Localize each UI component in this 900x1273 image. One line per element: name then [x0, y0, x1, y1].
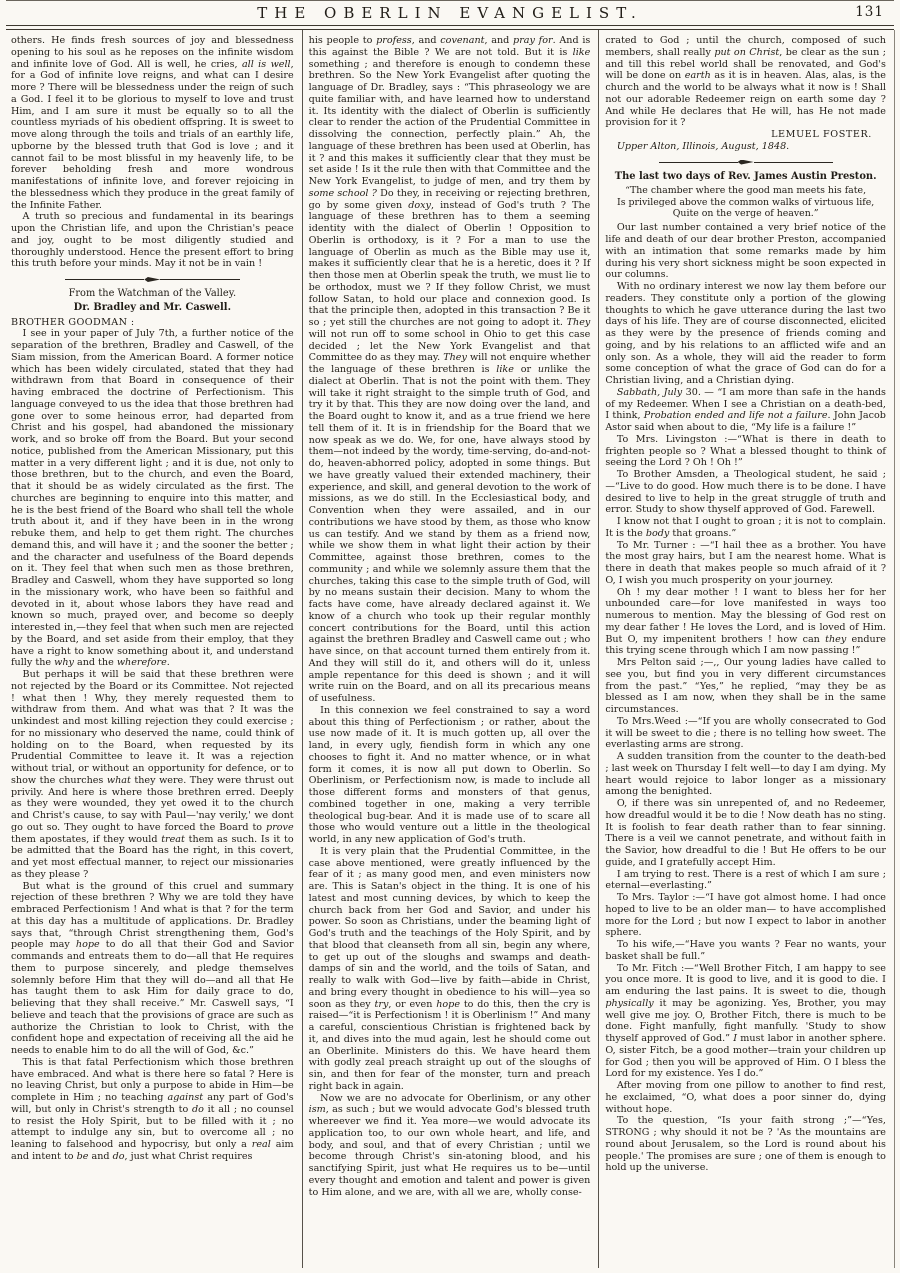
verse-line: Quite on the verge of heaven.”	[672, 208, 819, 220]
paragraph: After moving from one pillow to another to find rest, he exclaimed, “O, what does a poor sinner do, dying without hope.	[605, 1080, 886, 1115]
paragraph: I know not that I ought to groan ; it is not to complain. It is the body that groans.”	[605, 516, 886, 539]
page-number: 131	[855, 4, 884, 20]
column-left	[5, 30, 302, 1268]
paragraph: Now we are no advocate for Oberlinism, or any other ism, as such ; but we would advocate God's blessed truth whereever we find it. Yea more—we would advocate its application too, to our own whole heart, and life, and body, and soul, and that of every Christian ; until we become through Christ's sin-atoning blood, and his sanctifying Spirit, just what He requires us to be—until every thought and emotion and talent and power is given to Him alone, and we are, with all we are, wholly conse-	[308, 1092, 591, 1198]
source-attribution: From the Watchman of the Valley.	[68, 288, 237, 299]
paragraph: To Mrs.Weed :—“If you are wholly consecrated to God it will be sweet to die ; there is no telling how sweet. The everlasting arms are strong.	[605, 715, 886, 751]
salutation: BROTHER GOODMAN :	[11, 316, 135, 328]
paragraph: To Mrs. Livingston :—“What is there in death to frighten people so ? What a blessed thought to think of seeing the Lord ? Oh ! Oh !”	[605, 433, 886, 469]
paragraph: Our last number contained a very brief notice of the life and death of our dear brother Preston, accompanied with an intimation that some remarks made by him during his very short sickness might be soon expected in our columns.	[605, 222, 886, 281]
paragraph: To the question, “Is your faith strong ;”—“Yes, STRONG ; why should it not be ? 'As the mountains are round about Jerusalem, so the Lord is round about his people.' The promises are sure ; one of them is enough to hold up the universe.	[605, 1115, 886, 1174]
paragraph: O, if there was sin unrepented of, and no Redeemer, how dreadful would it be to die ! Now death has no sting. It is foolish to fear death rather than to fear sinning. There is a veil we cannot penetrate, and without faith in the Savior, how dreadful to die ! But He offers to be our guide, and I gratefully accept Him.	[605, 798, 886, 868]
paragraph: Mrs Pelton said ;—,, Our young ladies have called to see you, but find you in very different circumstances from the past.” “Yes,” he replied, “may they be as blessed as I am now, when they shall be in the same circumstances.	[605, 657, 886, 716]
ornament-icon	[144, 277, 160, 282]
paragraph: A sudden transition from the counter to the death-bed ; last week on Thursday I felt well—to day I am dying. My heart would rejoice to labor longer as a missionary among the benighted.	[605, 751, 886, 798]
paragraph: In this connexion we feel constrained to say a word about this thing of Perfectionism ; or rather, about the use now made of it. It is much gotten up, all over the land, in every ugly, fiendish form in which any one chooses to fight it. And no matter whence, or in what form it comes, it is now all put down to Oberlin. So Oberlinism, or Perfectionism now, is made to include all those different forms and monsters of that genus, combined together in one, making a very terrible theological bug-bear. And it is made use of to scare all those who would venture out a little in the theological world, in any new application of God's truth.	[308, 704, 591, 845]
paragraph: But perhaps it will be said that these brethren were not rejected by the Board or its Committee. Not rejected ! what then ! Why, they merely requested them to withdraw from them. And what was that ? It was the unkindest and most killing rejection they could exercise ; for no missionary who deserved the name, could think of holding on to the Board, when requested by its Prudential Committee to leave it. It was a rejection without trial, or without an opportunity for defence, or to show the churches what they were. They were thrust out privily. And here is where those brethren erred. Deeply as they were wounded, they yet owed it to the church and Christ's cause, to say with Paul—'nay verily,' we dont go out so. They ought to have forced the Board to prove them apostates, if they would treat them as such. Is it to be admitted that the Board has the right, in this covert, and yet most effectual manner, to reject our missionaries as they please ?	[11, 669, 294, 880]
epigraph-verse	[605, 185, 886, 219]
divider-rule	[659, 162, 738, 163]
paragraph: To Mr. Turner : —“I hail thee as a brother. You have the most gray hairs, but I am the nearest home. What is there in death that makes people so much afraid of it ? O, I wish you much prosperity on your journey.	[605, 539, 886, 586]
column-center	[302, 30, 599, 1268]
masthead-title: THE OBERLIN EVANGELIST.	[257, 4, 643, 22]
paragraph: I am trying to rest. There is a rest of which I am sure ; eternal—everlasting.”	[605, 868, 886, 892]
masthead	[6, 0, 894, 25]
divider-rule	[160, 279, 240, 280]
article-title: The last two days of Rev. James Austin Preston.	[614, 170, 877, 182]
paragraph: his people to profess, and covenant, and pray for. And is this against the Bible ? We are not told. But it is like something ; and therefore is enough to condemn these brethren. So the New York Evangelist after quoting the language of Dr. Bradley, says : “This phraseology we are quite familiar with, and have learned how to understand it. Its identity with the dialect of Oberlin is sufficiently clear to render the action of the Prudential Committee in dissolving the connection, perfectly plain.” Ah, the language of these brethren has been used at Oberlin, has it ? and this makes it sufficiently clear that they must be set aside ! Is it the rule then with that Committee and the New York Evangelist, to judge of men, and try them by some school ? Do they, in receiving or rejecting brethren, go by some given doxy, instead of God's truth ? The language of these brethren has to them a seeming identity with the dialect of Oberlin ! Opposition to Oberlin is orthodoxy, is it ? For a man to use the language of Oberlin as much as the Bible may use it, makes it sufficiently clear that he is a heretic, does it ? If then those men at Oberlin speak the truth, we must lie to be orthodox, must we ? If they follow Christ, we must follow Satan, to hold our place and connexion good. Is that the principle then, adopted in this transaction ? Be it so ; yet still the churches are not going to adopt it. They will not run off to some school in Ohio to get this case decided ; let the New York Evangelist and that Committee do as they may. They will not enquire whether the language of these brethren is like or unlike the dialect at Oberlin. That is not the point with them. They will take it right straight to the simple truth of God, and try it by that. This they are now doing over the land, and the Board ought to know it, and as a true friend we here tell them of it. It is in friendship for the Board that we now speak as we do. We, for one, have always stood by them—not indeed by the wordy, time-serving, do-and-not-do, heaven-abhorred policy, adopted in some things. But we have greatly valued their extended machinery, their experience, and skill, and general devotion to the work of missions, as we do still. In the Ecclesiastical body, and Convention when they were assailed, and in our contributions we have stood by them, as those who know us can testify. And we stand by them as a friend now, while we show them in what light their action by their Committee, against those brethren, comes to the community ; and while we solemnly assure them that the churches, taking this case to the simple truth of God, will by no means sustain their decision. Many to whom the facts have come, have already declared against it. We know of a church who took up their regular monthly concert contributions for the Board, until this action against the brethren Bradley and Caswell came out ; who have since, on that account turned them entirely from it. And they will still do it, and others will do it, unless ample repentance for this deed is shown ; and it will write ruin on the Board, and on all its precarious means of usefulness.	[308, 35, 591, 704]
section-divider	[65, 277, 240, 282]
paragraph: But what is the ground of this cruel and summary rejection of these brethren ? Why we are told they have embraced Perfectionism ! And what is that ? for the term at this day has a multitude of applications. Dr. Bradley says that, “through Christ strengthening them, God's people may hope to do all that their God and Savior commands and entreats them to do—all that He requires them to purpose sincerely, and pledge themselves solemnly before Him that they will do—and all that He has taught them to ask Him for daily grace to do, believing that they shall receive.” Mr. Caswell says, “I believe and teach that the provisions of grace are such as authorize the Christian to look to Christ, with the confident hope and expectation of receiving all the aid he needs to enable him to do all the will of God, &c.”	[11, 880, 294, 1056]
paragraph: I see in your paper of July 7th, a further notice of the separation of the brethren, Bradley and Caswell, of the Siam mission, from the American Board. A former notice which has been widely circulated, stated that they had withdrawn from that Board in consequence of their having embraced the doctrine of Perfectionism. This language conveyed to us the idea that those brethren had gone over to some heinous error, had departed from Christ and his gospel, had abandoned the missionary work, and so broke off from the Board. But your second notice, published from the American Missionary, put this matter in a very different light ; and it is due, not only to those brethren, but to the church, and even the Board, that it should be as widely circulated as the first. The churches are beginning to enquire into this matter, and he is the best friend of the Board who shall tell the whole truth about it, and if they have been in in the wrong rebuke them, and help to get them right. The churches demand this, and will have it ; and the sooner the better ; and the character and usefulness of the Board depends on it. They feel that when such men as those brethren, Bradley and Caswell, whom they have supported so long in the missionary work, who have been so faithful and devoted in it, about whose labors they have read and known so much, prayed over, and become so deeply interested in,—they feel that when such men are rejected by the Board, and set aside from their employ, that they have a right to know something about it, and understand fully the why and the wherefore.	[11, 328, 294, 669]
paragraph: To Mr. Fitch :—“Well Brother Fitch, I am happy to see you once more. It is good to live, and it is good to die. I am enduring the last pains. It is sweet to die, though physically it may be agonizing. Yes, Brother, you may well give me joy. O, Brother Fitch, there is much to be done. Fight manfully, fight manfully. 'Study to show thyself approved of God.” I must labor in another sphere. O, sister Fitch, be a good mother—train your children up for God ; then you will be approved of Him. O I bless the Lord for my existence. Yes I do.”	[605, 962, 886, 1080]
column-container	[5, 30, 895, 1268]
paragraph: This is that fatal Perfectionism which those brethren have embraced. And what is there here so fatal ? Here is no leaving Christ, but only a purpose to abide in Him—be complete in Him ; no teaching against any part of God's will, but only in Christ's strength to do it all ; no counsel to resist the Holy Spirit, but to be filled with it ; no attempt to indulge any sin, but to overcome all ; no leaning to falsehood and hypocrisy, but only a real aim and intent to be and do, just what Christ requires	[11, 1056, 294, 1162]
dateline: Upper Alton, Illinois, August, 1848.	[616, 140, 790, 152]
divider-rule	[754, 162, 833, 163]
paragraph: others. He finds fresh sources of joy and blessedness opening to his soul as he reposes on the infinite wisdom and infinite love of God. All is well, he cries, all is well, for a God of infinite love reigns, and what can I desire more ? There will be blessedness under the reign of such a God. I feel it to be glorious to myself to love and trust Him, and I am sure it must be equally so to all the countless myriads of his obedient offspring. It is sweet to move along through the toils and trials of an earthly life, upborne by the blessed truth that God is love ; and it cannot fail to be most blissful in my heavenly life, to be forever beholding fresh and more wondrous manifestations of infinite love, and forever rejoicing in the blessedness which they produce in the great family of the Infinite Father.	[11, 35, 294, 211]
divider-rule	[65, 279, 145, 280]
paragraph: It is very plain that the Prudential Committee, in the case above mentioned, were greatly influenced by the fear of it ; as many good men, and even ministers now are. This is Satan's object in the thing. It is one of his latest and most cunning devices, by which to keep the church back from her God and Savior, and under his power. So soon as Christians, under the beaming light of God's truth and the teachings of the Holy Spirit, and by that blood that cleanseth from all sin, begin any where, to get up out of the sloughs and swamps and death-damps of sin and the world, and the toils of Satan, and really to walk with God—live by faith—abide in Christ, and bring every thought in obedience to his will—yea so soon as they try, or even hope to do this, then the cry is raised—“it is Perfectionism ! it is Oberlinism !” And many a careful, conscientious Christian is frightened back by it, and dives into the mud again, lest he should come out an Oberlinite. Ministers do this. We have heard them with godly zeal preach straight up out of the sloughs of sin, and then for fear of the monster, turn and preach right back in again.	[308, 845, 591, 1092]
paragraph: crated to God ; until the church, composed of such members, shall really put on Christ, be clear as the sun ; and till this rebel world shall be renovated, and God's will be done on earth as it is in heaven. Alas, alas, is the church and the world to be always what it now is ! Shall not our adorable Redeemer reign on earth some day ? And while He declares that He will, has He not made provision for it ?	[605, 35, 886, 129]
paragraph: Oh ! my dear mother ! I want to bless her for her unbounded care—for love manifested in ways too numerous to mention. May the blessing of God rest on my dear father ! He loves the Lord, and is loved of Him. But O, my impenitent brothers ! how can they endure this trying scene through which I am now passing !”	[605, 586, 886, 657]
signature: LEMUEL FOSTER.	[771, 129, 872, 140]
paragraph: To his wife,—“Have you wants ? Fear no wants, your basket shall be full.”	[605, 939, 886, 962]
section-divider	[659, 160, 833, 165]
verse-line: Is privileged above the common walks of virtuous life,	[616, 196, 875, 208]
column-right	[598, 30, 895, 1268]
paragraph: A truth so precious and fundamental in its bearings upon the Christian life, and upon the Christian's peace and joy, ought to be most diligently studied and thoroughly understood. Hence the present effort to bring this truth before your minds. May it not be in vain !	[11, 211, 294, 270]
paragraph: To Brother Amsden, a Theological student, he said ;—“Live to do good. How much there is to be done. I have desired to live to help in the great struggle of truth and error. Study to show thyself approved of God. Farewell.	[605, 469, 886, 516]
ornament-icon	[738, 160, 754, 165]
paragraph: With no ordinary interest we now lay them before our readers. They constitute only a portion of the glowing thoughts to which he gave utterance during the last two days of his life. They are of course disconnected, elicited as they were by the presence of friends coming and going, and by his relations to an afflicted wife and an only son. As a whole, they will aid the reader to form some conception of what the grace of God can do for a Christian living, and a Christian dying.	[605, 281, 886, 387]
article-title: Dr. Bradley and Mr. Caswell.	[73, 301, 232, 313]
verse-line: “The chamber where the good man meets his fate,	[625, 185, 867, 197]
paragraph: To Mrs. Taylor :—“I have got almost home. I had once hoped to live to be an older man— to have accomplished more for the Lord ; but now I expect to labor in another sphere.	[605, 892, 886, 939]
paragraph: Sabbath, July 30. — “I am more than safe in the hands of my Redeemer. When I see a Christian on a death-bed, I think, Probation ended and life not a failure. John Jacob Astor said when about to die, “My life is a failure !”	[605, 386, 886, 434]
